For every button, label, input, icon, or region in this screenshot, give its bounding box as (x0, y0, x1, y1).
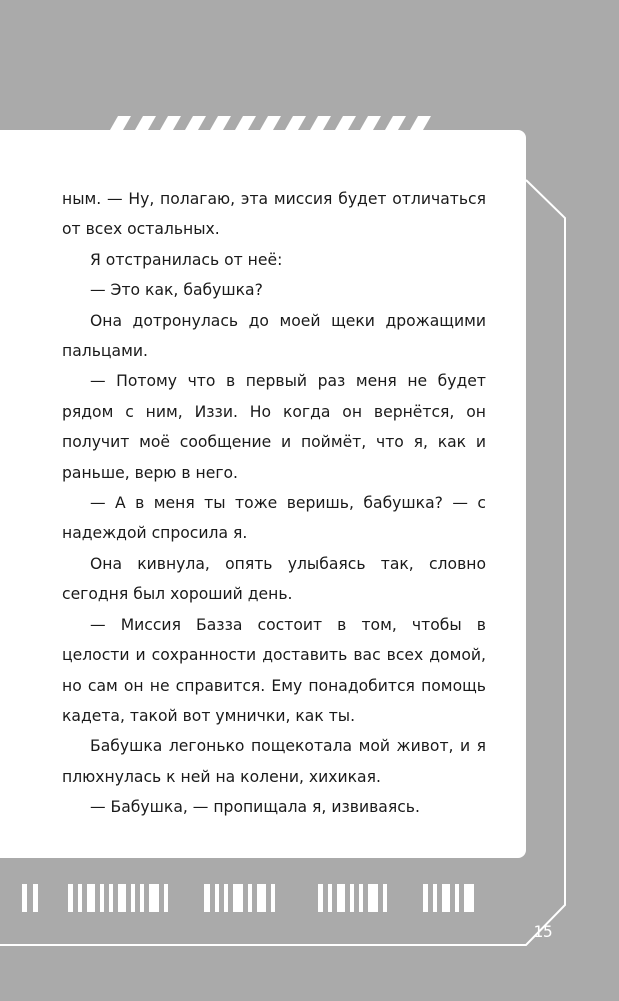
paragraph-3: — Это как, бабушка? (90, 281, 263, 300)
paragraph-7: Она кивнула, опять улыбаясь так, словно сегодня был хороший день. (62, 554, 486, 604)
paragraph-5: — Потому что в первый раз меня не будет рядом с ним, Иззи. Но когда он вернётся, он получит моё сообщение и поймёт, что я, как и раньше, верю в него. (62, 372, 486, 482)
top-stripes (110, 116, 431, 130)
paragraph-4: Она дотронулась до моей щеки дрожащими пальцами. (62, 311, 486, 361)
bottom-stripes (280, 843, 501, 858)
paragraph-1: ным. — Ну, полагаю, эта миссия будет отличаться от всех остальных. (62, 190, 486, 239)
barcode-bars (22, 884, 474, 912)
paragraph-10: — Бабушка, — пропищала я, извиваясь. (90, 798, 420, 817)
page-number: 15 (533, 922, 553, 941)
paragraph-9: Бабушка легонько пощекотала мой живот, и я плюхнулась к ней на колени, хихикая. (62, 737, 486, 786)
text-block (62, 184, 486, 823)
paragraph-2: Я отстранилась от неё: (90, 250, 283, 269)
paragraph-6: — А в меня ты тоже веришь, бабушка? — с надеждой спросила я. (62, 494, 486, 543)
paragraph-8: — Миссия Базза состоит в том, чтобы в целости и сохранности доставить вас всех домой, но сам он не справится. Ему понадобится помощь кадета, такой вот умнички, как ты. (62, 615, 486, 725)
